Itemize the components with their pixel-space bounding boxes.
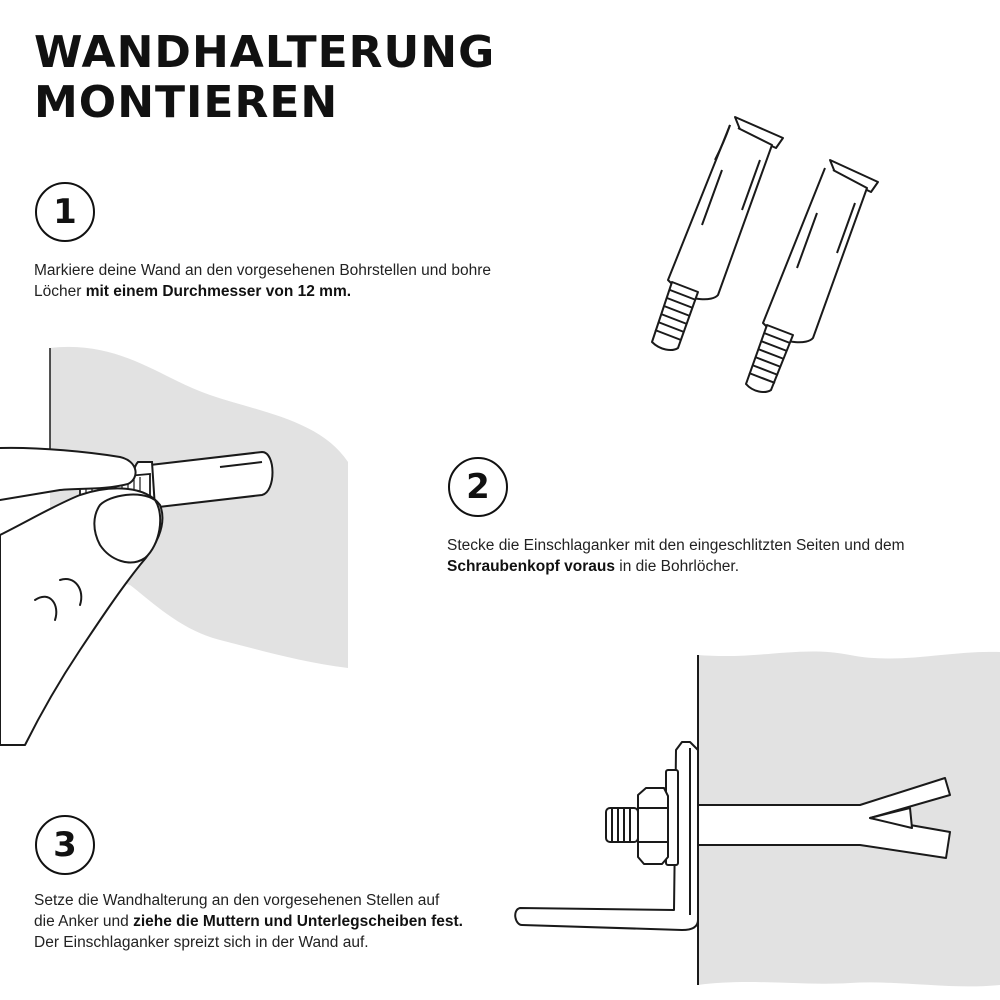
step-1-text	[34, 260, 514, 302]
title-line-1: WANDHALTERUNG	[34, 27, 496, 78]
step-1-number: 1	[35, 182, 95, 242]
step-2-text-plain-1: Stecke die Einschlaganker mit den eingeschlitzten Seiten und dem	[447, 537, 905, 554]
step-2-text-plain-2: in die Bohrlöcher.	[614, 558, 740, 575]
step-3-text	[34, 890, 464, 953]
step-2-text	[447, 535, 977, 577]
step-3-number: 3	[35, 815, 95, 875]
step-3-text-plain-2: Der Einschlaganker spreizt sich in der Wand auf.	[34, 934, 369, 951]
title-line-2: MONTIEREN	[34, 77, 339, 128]
step-1-text-plain: Markiere deine Wand an den vorgesehenen Bohrstellen und bohre Löcher	[34, 262, 491, 300]
step-1-text-bold: mit einem Durchmesser von 12 mm.	[85, 283, 352, 300]
step-3-text-bold: ziehe die Muttern und Unterlegscheiben fest.	[133, 913, 463, 930]
step-2-number: 2	[448, 457, 508, 517]
step-3-text-plain-1: Setze die Wandhalterung an den vorgesehenen Stellen auf die Anker und	[34, 892, 440, 930]
anchor-bolts	[652, 117, 878, 392]
step-2-text-bold: Schraubenkopf voraus	[447, 558, 615, 575]
